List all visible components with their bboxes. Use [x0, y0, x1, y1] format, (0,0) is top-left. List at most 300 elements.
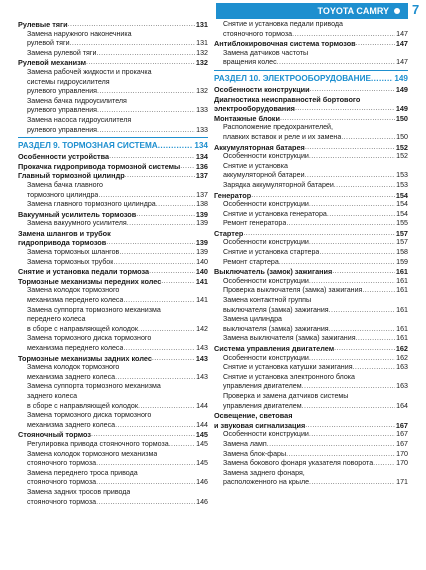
toc-page-number: 133	[196, 106, 208, 115]
toc-entry-title: Замена наружного наконечника	[27, 29, 132, 38]
leader-dots	[356, 334, 396, 344]
toc-heading-entry	[214, 344, 408, 354]
toc-page-number: 161	[396, 276, 408, 285]
toc-entry	[214, 171, 408, 181]
toc-entry-title: Снятие и установка стартера	[223, 248, 320, 257]
toc-entry	[214, 58, 408, 68]
toc-heading-entry	[214, 39, 408, 49]
leader-dots	[161, 277, 195, 287]
toc-entry-title: Тормозные механизмы задних колес	[18, 353, 152, 363]
toc-page-number: 161	[396, 334, 408, 343]
toc-page-number: 147	[395, 39, 408, 49]
toc-page-number: 157	[395, 228, 408, 238]
toc-entry-title: механизма заднего колеса	[27, 372, 116, 381]
toc-entry	[18, 30, 208, 40]
toc-heading-entry	[18, 152, 208, 162]
toc-page-number: 141	[196, 296, 208, 305]
toc-entry-title: Снятие и установка электронного блока	[223, 372, 355, 381]
toc-entry	[214, 334, 408, 344]
toc-entry	[214, 238, 408, 248]
toc-entry-title: Замена бокового фонаря указателя поворота	[223, 459, 374, 468]
leader-dots	[86, 58, 195, 68]
toc-entry	[214, 440, 408, 450]
toc-heading-entry	[18, 162, 208, 172]
toc-page-number: 161	[396, 286, 408, 295]
toc-entry-title: управления двигателем	[223, 401, 302, 410]
toc-page-number: 147	[396, 29, 408, 38]
toc-entry	[18, 363, 208, 373]
toc-entry	[214, 181, 408, 191]
toc-entry	[18, 306, 208, 316]
toc-entry-title: Замена тормозного диска тормозного	[27, 411, 152, 420]
toc-page-number: 162	[395, 344, 408, 353]
toc-entry-title: гидропривода тормозов	[18, 238, 107, 248]
toc-entry	[18, 373, 208, 383]
toc-page-number: 145	[195, 430, 208, 440]
toc-continuation-line: переднего колеса	[27, 315, 86, 324]
toc-page-number: 136	[195, 161, 208, 171]
toc-entry	[214, 306, 408, 316]
toc-heading-entry	[18, 277, 208, 287]
toc-entry	[214, 286, 408, 296]
toc-entry-title: Генератор	[214, 190, 252, 200]
toc-page-number: 139	[195, 209, 208, 219]
leader-dots	[309, 354, 395, 364]
toc-entry-title: Стартер	[214, 228, 244, 238]
toc-entry	[214, 152, 408, 162]
leader-dots	[113, 258, 195, 268]
toc-entry-title: Замена рулевой тяги	[27, 48, 97, 57]
toc-page-number: 140	[195, 267, 208, 277]
toc-entry	[18, 498, 208, 508]
toc-entry-title: Замена вакуумного усилителя	[27, 219, 127, 228]
toc-page-number: 153	[396, 171, 408, 180]
toc-entry	[18, 181, 208, 191]
leader-dots	[356, 39, 395, 49]
toc-page-number: 139	[195, 238, 208, 248]
toc-entry-title: Замена датчиков частоты	[223, 48, 309, 57]
toc-page-number: 150	[395, 113, 408, 123]
toc-right-column	[214, 20, 408, 488]
toc-page-number: 131	[195, 20, 208, 29]
toc-heading-entry	[18, 238, 208, 248]
leader-dots	[305, 421, 395, 431]
toc-entry-title: Особенности конструкции	[223, 276, 309, 285]
toc-entry-title: выключателя (замка) зажигания	[223, 305, 329, 314]
running-header	[216, 3, 408, 19]
toc-entry	[18, 421, 208, 431]
toc-entry-title: Антиблокировочная система тормозов	[214, 39, 356, 49]
section-rule	[214, 70, 408, 71]
toc-entry-title: тормозного цилиндра	[27, 190, 99, 199]
toc-entry-title: электрооборудования	[214, 104, 295, 114]
toc-entry-title: вращения колес	[223, 58, 277, 67]
toc-entry-title: Снятие и установка катушки зажигания	[223, 363, 353, 372]
toc-page-number: 157	[396, 238, 408, 247]
toc-entry	[214, 315, 408, 325]
toc-page-number: 153	[396, 180, 408, 189]
toc-entry-title: Замена суппорта тормозного механизма	[27, 382, 161, 391]
leader-dots	[152, 354, 195, 364]
toc-page-number: 152	[396, 152, 408, 161]
toc-entry	[18, 296, 208, 306]
toc-entry-title: Замена выключателя (замка) зажигания	[223, 334, 356, 343]
toc-entry	[18, 106, 208, 116]
toc-left-column	[18, 20, 208, 507]
toc-entry	[214, 200, 408, 210]
toc-page-number: 132	[195, 58, 208, 68]
toc-entry-title: Замена колодок тормозного	[27, 363, 120, 372]
toc-entry-title: Особенности конструкции	[223, 152, 309, 161]
bullet-icon	[394, 8, 400, 14]
leader-dots	[279, 258, 395, 268]
toc-entry-title: Главный тормозной цилиндр	[18, 171, 125, 181]
leader-dots	[123, 296, 195, 306]
toc-entry-title: стояночного тормоза	[27, 497, 97, 506]
leader-dots	[319, 248, 395, 258]
toc-page-number: 159	[396, 257, 408, 266]
toc-entry-title: РАЗДЕЛ 10. ЭЛЕКТРООБОРУДОВАНИЕ	[214, 73, 371, 83]
toc-entry-title: Тормозные механизмы передних колес	[18, 276, 162, 286]
toc-page-number: 162	[396, 353, 408, 362]
toc-continuation-line: Замена шлангов и трубок	[18, 228, 111, 238]
toc-entry	[18, 39, 208, 49]
leader-dots	[295, 104, 395, 114]
toc-entry-title: стояночного тормоза	[27, 478, 97, 487]
toc-entry-title: Замена колодок тормозного	[27, 286, 120, 295]
toc-entry-title: выключателя (замка) зажигания	[223, 324, 329, 333]
toc-entry	[214, 382, 408, 392]
toc-page-number: 167	[396, 430, 408, 439]
toc-entry-title: плавких вставок и реле и их замена	[223, 132, 342, 141]
toc-entry	[214, 430, 408, 440]
leader-dots	[125, 171, 195, 181]
toc-page-number: 149	[394, 73, 408, 83]
toc-entry-title: Особенности конструкции	[223, 238, 309, 247]
toc-entry	[18, 248, 208, 258]
toc-entry-title: Замена рабочей жидкости и прокачка	[27, 67, 152, 76]
toc-page-number: 167	[396, 439, 408, 448]
toc-page-number: 161	[396, 324, 408, 333]
toc-entry	[18, 68, 208, 78]
toc-section-heading	[214, 73, 408, 84]
toc-entry-title: Проверка выключателя (замка) зажигания	[223, 286, 363, 295]
leader-dots	[97, 106, 195, 116]
toc-entry	[18, 258, 208, 268]
toc-heading-entry	[214, 104, 408, 114]
leader-dots	[309, 152, 395, 162]
leader-dots	[115, 421, 195, 431]
toc-entry-title: Замена бачка гидроусилителя	[27, 96, 127, 105]
toc-entry-title: Замена блок-фары	[223, 449, 287, 458]
leader-dots	[334, 344, 395, 354]
toc-entry-title: Регулировка привода стояночного тормоза	[27, 439, 169, 448]
leader-dots	[309, 430, 395, 440]
toc-heading-entry	[214, 114, 408, 124]
toc-entry	[214, 123, 408, 133]
toc-entry	[18, 334, 208, 344]
leader-dots	[138, 325, 195, 335]
leader-dots	[329, 325, 396, 335]
toc-heading-entry	[18, 210, 208, 220]
toc-heading-entry	[18, 430, 208, 440]
toc-page-number: 143	[195, 353, 208, 363]
toc-page-number: 137	[195, 171, 208, 181]
toc-page-number: 143	[196, 344, 208, 352]
toc-entry	[214, 258, 408, 268]
toc-entry-title: Замена ламп	[223, 439, 267, 448]
leader-dots	[68, 20, 195, 30]
toc-page-number: 147	[396, 58, 408, 67]
page-number: 7	[412, 2, 420, 17]
toc-entry-title: и звуковая сигнализация	[214, 420, 306, 430]
toc-entry-title: стояночного тормоза	[27, 459, 97, 468]
toc-page-number: 146	[196, 478, 208, 487]
leader-dots	[97, 126, 195, 136]
toc-entry-title: Замена заднего фонаря,	[223, 468, 305, 477]
toc-entry-title: Аккумуляторная батарея	[214, 142, 305, 152]
toc-entry-title: Особенности конструкции	[223, 200, 309, 209]
toc-page-number: 144	[196, 401, 208, 410]
toc-page-number: 140	[196, 257, 208, 266]
leader-dots	[327, 210, 395, 220]
toc-entry	[214, 49, 408, 59]
toc-entry	[214, 133, 408, 143]
toc-entry-title: Зарядка аккумуляторной батареи	[223, 180, 334, 189]
toc-continuation-line: заднего колеса	[27, 391, 78, 400]
leader-dots	[286, 219, 395, 229]
toc-entry-title: Система управления двигателем	[214, 344, 335, 353]
toc-entry-title: Проверка и замена датчиков системы	[223, 391, 349, 400]
toc-entry-title: Ремонт генератора	[223, 219, 287, 228]
toc-entry	[214, 162, 408, 172]
toc-entry-title: Рулевой механизм	[18, 58, 86, 68]
leader-dots	[96, 49, 195, 59]
toc-entry	[214, 20, 408, 30]
toc-continuation-line: системы гидроусилителя	[27, 77, 110, 86]
toc-entry	[214, 363, 408, 373]
toc-entry	[18, 382, 208, 392]
toc-entry	[18, 411, 208, 421]
toc-page-number: 146	[196, 497, 208, 506]
toc-page-number: 154	[396, 200, 408, 209]
toc-entry	[214, 219, 408, 229]
toc-entry-title: рулевого управления	[27, 87, 98, 96]
leader-dots	[309, 478, 395, 488]
leader-dots	[180, 162, 195, 172]
leader-dots	[309, 277, 395, 287]
toc-entry-title: Монтажные блоки	[214, 113, 280, 123]
toc-page-number: 145	[196, 459, 208, 468]
leader-dots	[106, 238, 195, 248]
toc-entry	[214, 354, 408, 364]
leader-dots	[286, 450, 395, 460]
toc-page-number: 163	[396, 363, 408, 372]
toc-heading-entry	[214, 85, 408, 95]
toc-entry	[18, 440, 208, 450]
toc-entry-title: РАЗДЕЛ 9. ТОРМОЗНАЯ СИСТЕМА	[18, 141, 158, 151]
toc-entry	[214, 459, 408, 469]
toc-entry	[18, 478, 208, 488]
toc-entry-title: Замена бачка главного	[27, 180, 103, 189]
leader-dots	[123, 344, 195, 354]
toc-entry	[18, 459, 208, 469]
toc-continuation-line: Диагностика неисправностей бортового	[214, 94, 361, 104]
toc-entry-title: Расположение предохранителей,	[223, 123, 333, 132]
leader-dots	[305, 143, 395, 153]
leader-dots	[309, 238, 395, 248]
toc-entry-title: Прокачка гидропривода тормозной системы	[18, 161, 181, 171]
toc-entry	[18, 286, 208, 296]
toc-entry-title: Замена тормозных трубок	[27, 257, 114, 266]
toc-entry-title: механизма заднего колеса	[27, 420, 116, 429]
toc-entry	[214, 478, 408, 488]
toc-heading-entry	[214, 267, 408, 277]
toc-heading-entry	[18, 354, 208, 364]
leader-dots	[310, 85, 395, 95]
leader-dots	[267, 440, 395, 450]
toc-entry-title: расположенного на крыле	[223, 478, 310, 487]
toc-entry	[214, 392, 408, 402]
toc-page-number: 132	[196, 87, 208, 96]
leader-dots	[251, 191, 395, 201]
toc-page-number: 138	[196, 200, 208, 209]
toc-entry-title: Снятие и установка педали привода	[223, 20, 343, 28]
toc-entry-title: Выключатель (замок) зажигания	[214, 267, 333, 277]
toc-page-number: 170	[396, 459, 408, 468]
toc-entry-title: Ремонт стартера	[223, 257, 279, 266]
leader-dots	[98, 191, 195, 201]
toc-entry-title: механизма переднего колеса	[27, 296, 124, 305]
toc-entry-title: аккумуляторной батареи	[223, 171, 305, 180]
toc-entry-title: Особенности конструкции	[214, 84, 310, 94]
toc-section-heading	[18, 140, 208, 151]
toc-entry	[18, 219, 208, 229]
toc-heading-entry	[18, 58, 208, 68]
leader-dots	[302, 382, 396, 392]
leader-dots	[97, 87, 195, 97]
toc-entry	[214, 277, 408, 287]
toc-entry	[18, 49, 208, 59]
toc-entry	[214, 373, 408, 383]
leader-dots	[277, 58, 395, 68]
toc-page-number: 163	[396, 382, 408, 391]
leader-dots	[302, 402, 396, 412]
toc-entry-title: Замена насоса гидроусилителя	[27, 115, 132, 124]
toc-page-number: 141	[195, 276, 208, 286]
toc-entry-title: Замена суппорта тормозного механизма	[27, 305, 161, 314]
leader-dots	[329, 306, 396, 316]
toc-page-number: 170	[396, 449, 408, 458]
leader-dots	[292, 30, 395, 40]
toc-entry-title: Замена контактной группы	[223, 296, 312, 305]
toc-entry-title: Замена цилиндра	[223, 315, 282, 324]
leader-dots	[70, 39, 196, 49]
toc-entry	[214, 248, 408, 258]
toc-entry	[18, 116, 208, 126]
toc-entry-title: управления двигателем	[223, 382, 302, 391]
leader-dots	[371, 73, 393, 84]
toc-page-number: 155	[396, 219, 408, 228]
toc-page-number: 149	[395, 104, 408, 114]
toc-page-number: 154	[396, 209, 408, 218]
toc-entry	[18, 344, 208, 354]
leader-dots	[96, 498, 195, 508]
toc-entry-title: в сборе с направляющей колодок	[27, 401, 138, 410]
toc-page-number: 131	[196, 39, 208, 48]
leader-dots	[341, 133, 395, 143]
leader-dots	[109, 152, 195, 162]
toc-heading-entry	[214, 143, 408, 153]
leader-dots	[156, 200, 195, 210]
toc-entry	[18, 87, 208, 97]
leader-dots	[169, 440, 195, 450]
toc-entry-title: в сборе с направляющей колодок	[27, 324, 138, 333]
leader-dots	[373, 459, 395, 469]
toc-page-number: 164	[396, 401, 408, 410]
toc-entry-title: рулевого управления	[27, 106, 98, 115]
toc-entry	[18, 97, 208, 107]
toc-entry-title: рулевой тяги	[27, 39, 70, 48]
toc-entry	[214, 469, 408, 479]
header-title: TOYOTA CAMRY	[317, 6, 389, 16]
toc-entry	[214, 450, 408, 460]
toc-entry	[214, 210, 408, 220]
toc-page-number: 158	[396, 248, 408, 257]
leader-dots	[136, 210, 195, 220]
leader-dots	[149, 267, 195, 277]
toc-page-number: 145	[196, 439, 208, 448]
toc-heading-entry	[214, 191, 408, 201]
toc-page-number: 133	[196, 125, 208, 134]
toc-heading-entry	[18, 267, 208, 277]
toc-page-number: 139	[196, 248, 208, 257]
toc-entry-title: Снятие и установка генератора	[223, 209, 327, 218]
toc-entry	[18, 191, 208, 201]
leader-dots	[332, 267, 395, 277]
leader-dots	[96, 478, 195, 488]
toc-entry-title: Снятие и установка педали тормоза	[18, 267, 150, 277]
leader-dots	[158, 140, 194, 151]
toc-entry	[18, 126, 208, 136]
toc-entry-title: Замена тормозного диска тормозного	[27, 334, 152, 343]
toc-entry-title: Особенности устройства	[18, 152, 110, 162]
toc-entry	[214, 296, 408, 306]
leader-dots	[309, 200, 395, 210]
toc-entry	[18, 325, 208, 335]
toc-heading-entry	[214, 229, 408, 239]
toc-page-number: 132	[196, 48, 208, 57]
toc-page-number: 139	[196, 219, 208, 228]
toc-entry	[214, 402, 408, 412]
toc-entry-title: Рулевые тяги	[18, 20, 68, 29]
leader-dots	[91, 430, 195, 440]
leader-dots	[280, 114, 395, 124]
toc-page-number: 134	[195, 152, 208, 162]
toc-page-number: 134	[194, 141, 208, 151]
toc-entry	[18, 402, 208, 412]
leader-dots	[305, 171, 396, 181]
toc-entry	[214, 325, 408, 335]
toc-entry-title: Замена задних тросов привода	[27, 487, 131, 496]
leader-dots	[138, 402, 195, 412]
leader-dots	[115, 373, 195, 383]
toc-entry	[18, 488, 208, 498]
leader-dots	[362, 286, 395, 296]
toc-page-number: 142	[196, 324, 208, 333]
toc-page-number: 171	[396, 478, 408, 487]
leader-dots	[119, 248, 195, 258]
